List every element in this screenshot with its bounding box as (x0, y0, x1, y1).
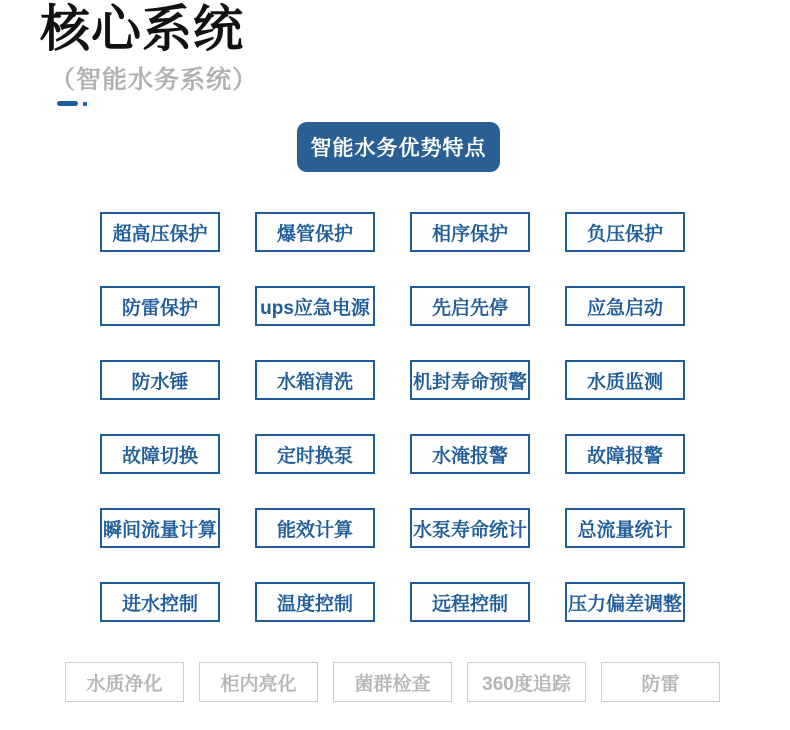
feature-box: 爆管保护 (255, 212, 375, 252)
feature-box: 水质监测 (565, 360, 685, 400)
feature-box: 负压保护 (565, 212, 685, 252)
feature-box: 超高压保护 (100, 212, 220, 252)
title-underline-dash (57, 101, 78, 106)
feature-box: 温度控制 (255, 582, 375, 622)
extra-box: 菌群检查 (333, 662, 452, 702)
feature-box: 水箱清洗 (255, 360, 375, 400)
extra-box: 防雷 (601, 662, 720, 702)
feature-box: 总流量统计 (565, 508, 685, 548)
feature-box: 机封寿命预警 (410, 360, 530, 400)
page-subtitle: （智能水务系统） (50, 66, 259, 94)
section-badge: 智能水务优势特点 (297, 122, 500, 172)
page-title: 核心系统 (40, 1, 244, 57)
feature-box: 防水锤 (100, 360, 220, 400)
feature-box: 故障切换 (100, 434, 220, 474)
feature-box: 应急启动 (565, 286, 685, 326)
feature-box: 压力偏差调整 (565, 582, 685, 622)
feature-box: 故障报警 (565, 434, 685, 474)
extra-grid (65, 662, 720, 702)
feature-box: 能效计算 (255, 508, 375, 548)
feature-box: 瞬间流量计算 (100, 508, 220, 548)
title-underline-dot (83, 102, 87, 106)
feature-grid (100, 212, 685, 622)
feature-box: 防雷保护 (100, 286, 220, 326)
feature-box: 进水控制 (100, 582, 220, 622)
extra-box: 柜内亮化 (199, 662, 318, 702)
feature-box: 水泵寿命统计 (410, 508, 530, 548)
feature-box: 先启先停 (410, 286, 530, 326)
feature-box: 定时换泵 (255, 434, 375, 474)
feature-box: ups应急电源 (255, 286, 375, 326)
extra-box: 水质净化 (65, 662, 184, 702)
feature-box: 相序保护 (410, 212, 530, 252)
extra-box: 360度追踪 (467, 662, 586, 702)
feature-box: 水淹报警 (410, 434, 530, 474)
feature-box: 远程控制 (410, 582, 530, 622)
